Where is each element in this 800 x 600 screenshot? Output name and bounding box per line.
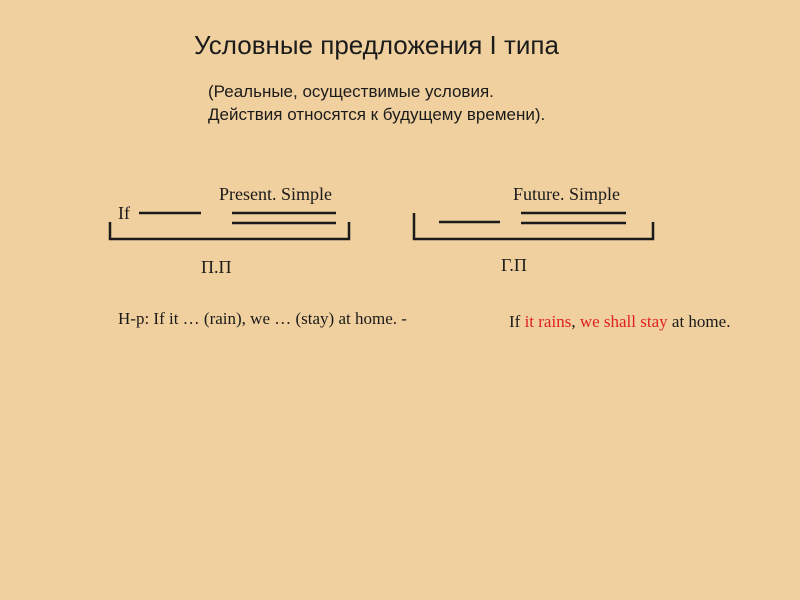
example-answer [509, 312, 730, 332]
subtitle-line-2: Действия относятся к будущему времени). [208, 105, 546, 124]
left-tense-label: Present. Simple [219, 184, 332, 204]
example-task: Н-р: If it … (rain), we … (stay) at home. - [118, 309, 407, 328]
answer-if: If [509, 312, 525, 331]
answer-main-clause: we shall stay [579, 312, 668, 331]
answer-comma: , [571, 312, 580, 331]
slide-title: Условные предложения I типа [194, 30, 559, 60]
answer-if-clause: it rains [524, 312, 572, 331]
answer-ending: at home. [667, 312, 731, 331]
right-clause-label: Г.П [501, 255, 527, 275]
right-tense-label: Future. Simple [513, 184, 620, 204]
left-clause-label: П.П [201, 257, 232, 277]
subtitle-line-1: (Реальные, осуществимые условия. [208, 82, 494, 101]
left-clause-bracket [110, 222, 349, 239]
if-word: If [118, 203, 130, 223]
right-clause-bracket [414, 213, 653, 239]
